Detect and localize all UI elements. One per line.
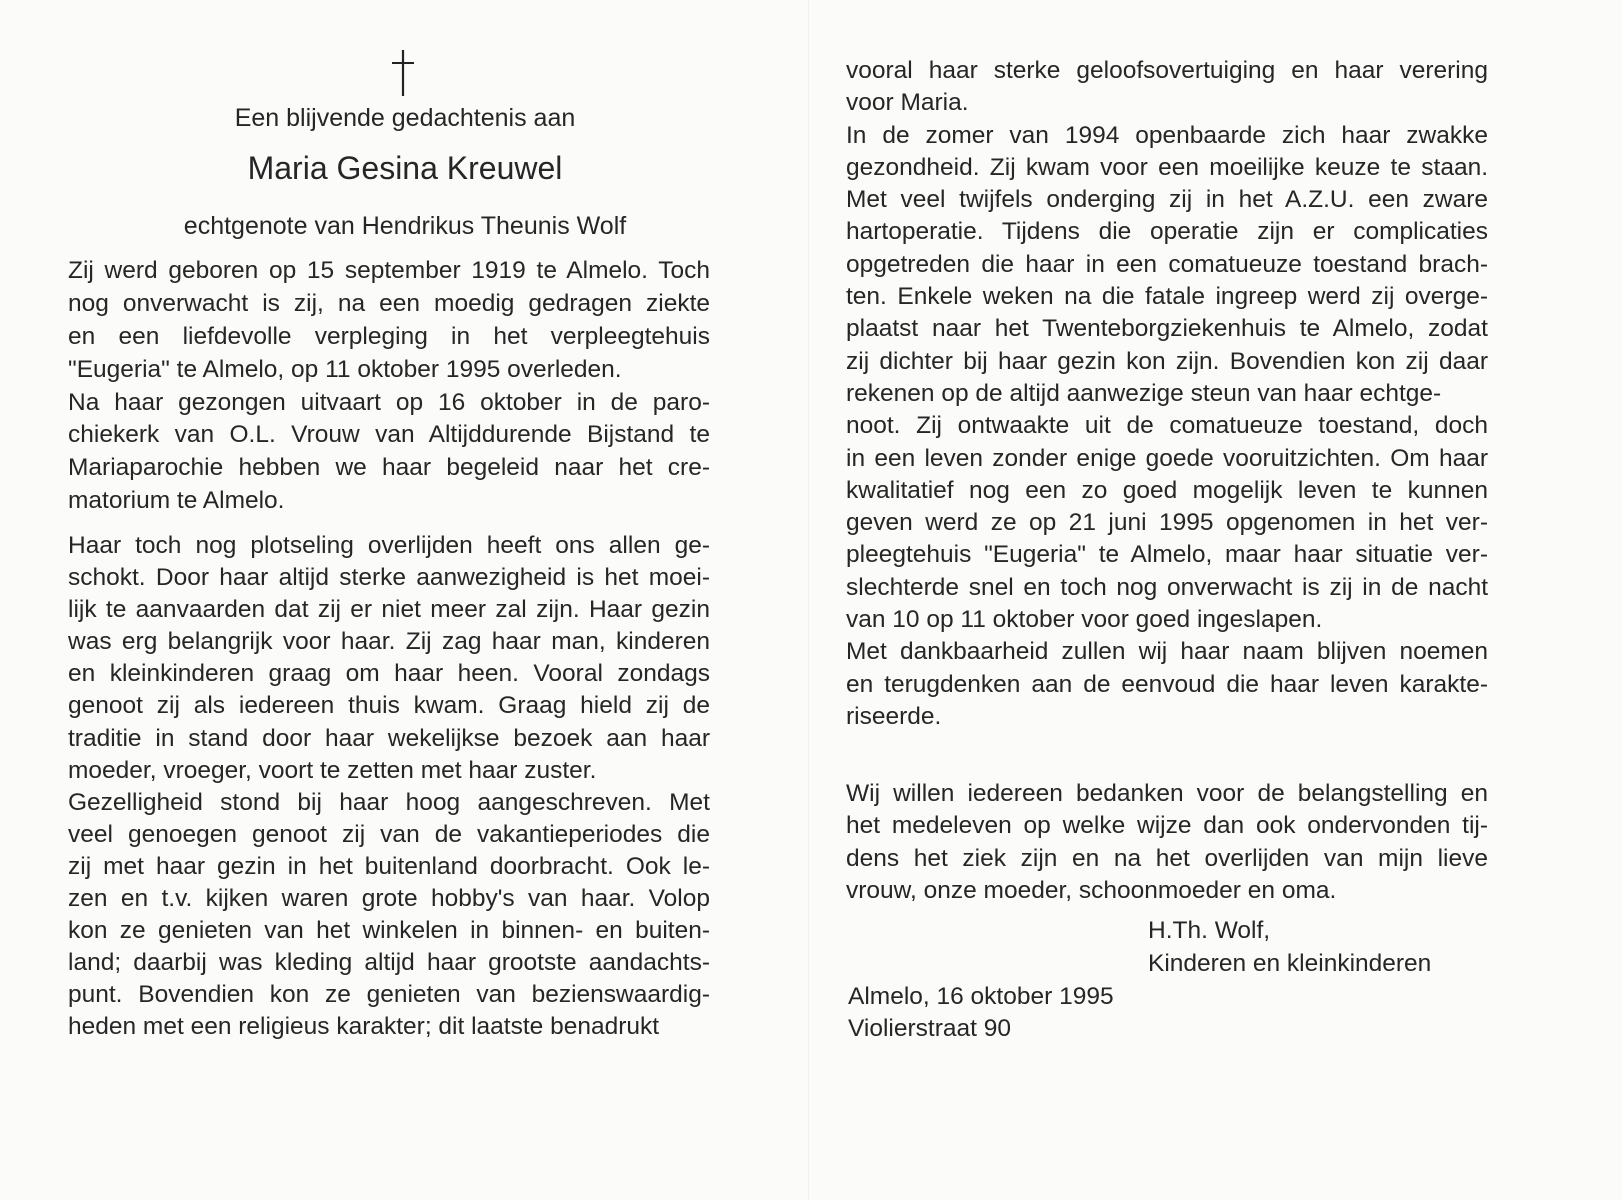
cross-icon xyxy=(388,48,418,98)
text-line: chiekerk van O.L. Vrouw van Altijddurende Bijstand te xyxy=(68,421,710,449)
biography-paragraph-3 xyxy=(846,55,1488,733)
text-line: land; daarbij was kleding altijd haar grootste aandachts- xyxy=(68,949,710,977)
intro-text: Een blijvende gedachtenis aan xyxy=(234,104,576,132)
place-date: Almelo, 16 oktober 1995 xyxy=(848,983,1114,1010)
text-line: slechterde snel en toch nog onverwacht is zij in de nacht xyxy=(846,573,1488,601)
card-fold xyxy=(808,0,809,1200)
text-line: In de zomer van 1994 openbaarde zich haar zwakke xyxy=(846,121,1488,149)
text-line: Haar toch nog plotseling overlijden heeft ons allen ge- xyxy=(68,532,710,559)
text-line: vrouw, onze moeder, schoonmoeder en oma. xyxy=(846,876,1337,904)
text-line: lijk te aanvaarden dat zij er niet meer zal zijn. Haar gezin xyxy=(68,596,710,624)
signature-family: Kinderen en kleinkinderen xyxy=(1148,950,1432,977)
text-line: pleegtehuis "Eugeria" te Almelo, maar haar situatie ver- xyxy=(846,541,1488,569)
deceased-name: Maria Gesina Kreuwel xyxy=(247,150,563,186)
text-line: rekenen op de altijd aanwezige steun van haar echtge- xyxy=(846,379,1442,407)
text-line: genoot zij als iedereen thuis kwam. Graag hield zij de xyxy=(68,692,710,720)
text-line: veel genoegen genoot zij van de vakantieperiodes die xyxy=(68,820,710,848)
text-line: Zij werd geboren op 15 september 1919 te Almelo. Toch xyxy=(68,257,710,284)
text-line: traditie in stand door haar wekelijkse bezoek aan haar xyxy=(68,724,710,752)
text-line: Mariaparochie hebben we haar begeleid naar het cre- xyxy=(68,454,710,482)
text-line: van 10 op 11 oktober voor goed ingeslapen. xyxy=(846,606,1323,634)
signature-name: H.Th. Wolf, xyxy=(1148,917,1271,944)
text-line: was erg belangrijk voor haar. Zij zag haar man, kinderen xyxy=(68,628,710,656)
text-line: dens het ziek zijn en na het overlijden van mijn lieve xyxy=(846,844,1488,872)
text-line: hartoperatie. Tijdens die operatie zijn er complicaties xyxy=(846,218,1488,246)
text-line: Wij willen iedereen bedanken voor de belangstelling en xyxy=(846,780,1488,807)
text-line: "Eugeria" te Almelo, op 11 oktober 1995 overleden. xyxy=(68,355,622,383)
text-line: gezondheid. Zij kwam voor een moeilijke keuze te staan. xyxy=(846,153,1488,181)
text-line: het medeleven op welke wijze dan ook ondervonden tij- xyxy=(846,812,1488,840)
text-line: Met dankbaarheid zullen wij haar naam blijven noemen xyxy=(846,638,1488,666)
thanks-paragraph xyxy=(846,778,1488,907)
text-line: noot. Zij ontwaakte uit de comatueuze toestand, doch xyxy=(846,412,1488,440)
biography-paragraph-1 xyxy=(68,255,710,518)
text-line: zij met haar gezin in het buitenland doorbracht. Ook le- xyxy=(68,852,710,880)
text-line: en terugdenken aan de eenvoud die haar leven karakte- xyxy=(846,670,1488,698)
address: Violierstraat 90 xyxy=(848,1015,1011,1042)
text-line: opgetreden die haar in een comatueuze toestand brach- xyxy=(846,250,1488,278)
text-line: heden met een religieus karakter; dit laatste benadrukt xyxy=(68,1013,660,1041)
text-line: Na haar gezongen uitvaart op 16 oktober in de paro- xyxy=(68,388,710,416)
text-line: matorium te Almelo. xyxy=(68,487,285,515)
text-line: ten. Enkele weken na die fatale ingreep werd zij overge- xyxy=(846,283,1488,311)
text-line: kon ze genieten van het winkelen in binnen- en buiten- xyxy=(68,917,710,945)
text-line: voor Maria. xyxy=(846,89,969,117)
text-line: plaatst naar het Twenteborgziekenhuis te Almelo, zodat xyxy=(846,315,1488,343)
text-line: zij dichter bij haar gezin kon zijn. Bovendien kon zij daar xyxy=(846,347,1488,375)
text-line: schokt. Door haar altijd sterke aanwezigheid is het moei- xyxy=(68,564,710,592)
text-line: en kleinkinderen graag om haar heen. Vooral zondags xyxy=(68,660,710,688)
text-line: Gezelligheid stond bij haar hoog aangeschreven. Met xyxy=(68,788,710,816)
text-line: kwalitatief nog een zo goed mogelijk leven te kunnen xyxy=(846,476,1488,504)
text-line: en een liefdevolle verpleging in het verpleegtehuis xyxy=(68,322,710,350)
text-line: Met veel twijfels onderging zij in het A.Z.U. een zware xyxy=(846,186,1488,214)
text-line: in een leven zonder enige goede vooruitzichten. Om haar xyxy=(846,444,1488,472)
biography-paragraph-2 xyxy=(68,530,710,1044)
text-line: riseerde. xyxy=(846,702,942,730)
text-line: punt. Bovendien kon ze genieten van bezienswaardig- xyxy=(68,981,710,1009)
text-line: moeder, vroeger, voort te zetten met haar zuster. xyxy=(68,756,597,784)
spouse-text: echtgenote van Hendrikus Theunis Wolf xyxy=(183,212,627,240)
text-line: geven werd ze op 21 juni 1995 opgenomen in het ver- xyxy=(846,509,1488,537)
text-line: nog onverwacht is zij, na een moedig gedragen ziekte xyxy=(68,289,710,317)
text-line: zen en t.v. kijken waren grote hobby's van haar. Volop xyxy=(68,885,710,913)
text-line: vooral haar sterke geloofsovertuiging en haar verering xyxy=(846,57,1488,84)
